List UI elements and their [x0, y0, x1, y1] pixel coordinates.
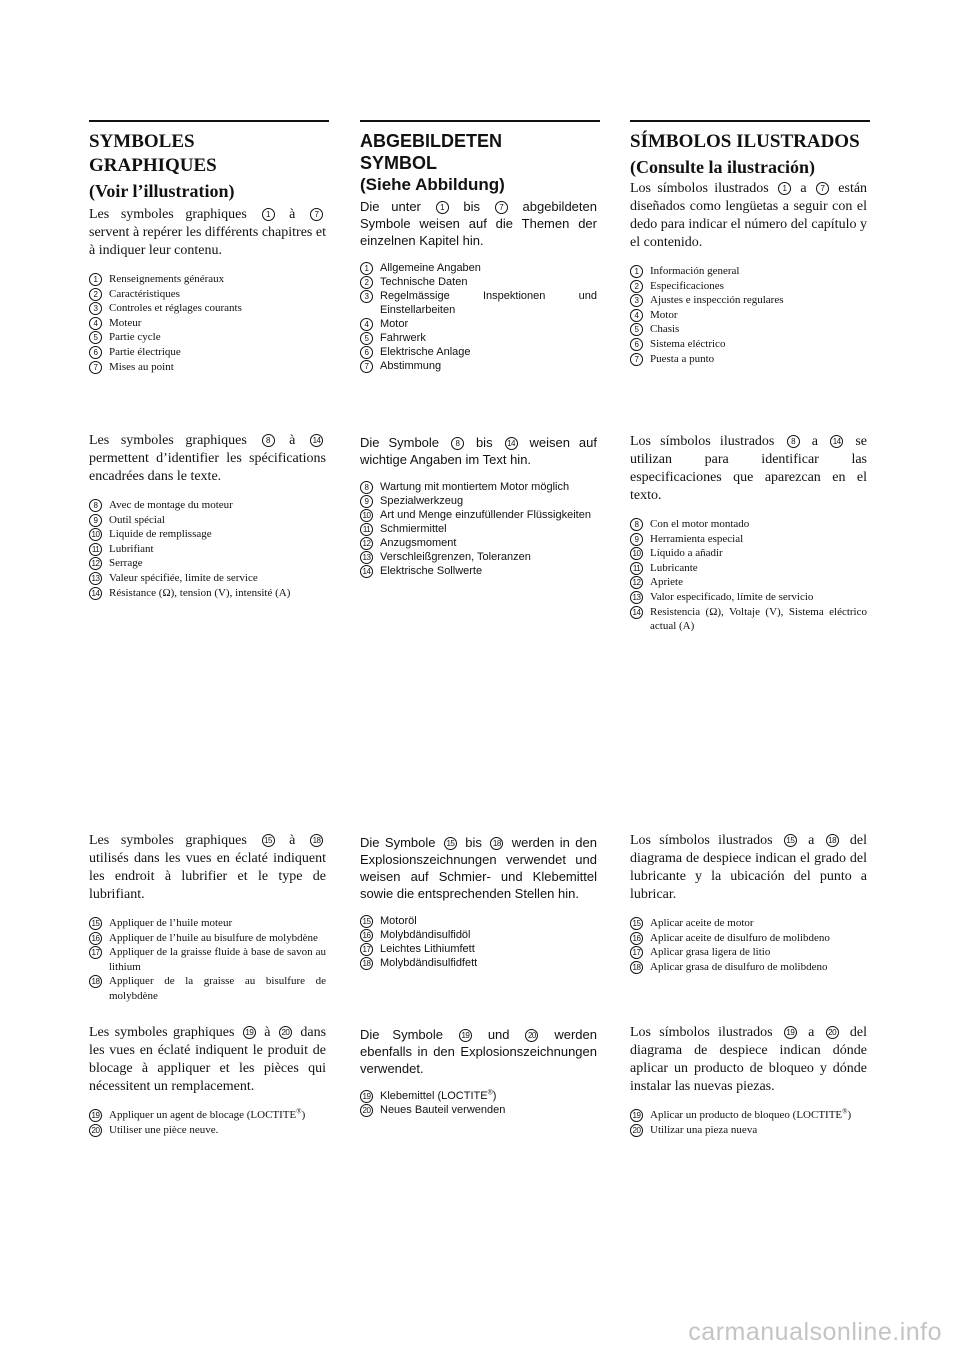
symbol-number-icon: 4 [630, 309, 643, 322]
list-item [630, 517, 867, 532]
list-item [89, 1123, 326, 1138]
symbol-number-icon: 18 [310, 834, 323, 847]
symbol-list [630, 1108, 867, 1137]
de-title: ABGEBILDETEN SYMBOL [360, 131, 503, 173]
symbol-number-icon: 5 [360, 332, 373, 345]
list-item-text: Art und Menge einzufüllender Flüssigkeiten [380, 509, 591, 521]
symbol-number-icon: 12 [630, 576, 643, 589]
list-item-text: Chasis [650, 323, 680, 336]
symbol-number-icon: 12 [360, 537, 373, 550]
list-item [360, 345, 597, 359]
symbol-number-icon: 14 [89, 587, 102, 600]
intro-text: abgebildeten Symbole weisen auf die Themen der einzelnen Kapitel hin. [360, 199, 597, 248]
symbol-number-icon: 15 [630, 917, 643, 930]
registered-mark: ® [842, 1107, 848, 1116]
symbol-number-icon: 15 [444, 837, 457, 850]
list-item-text: Leichtes Lithiumfett [380, 943, 475, 955]
list-item-text: Anzugsmoment [380, 537, 457, 549]
symbol-number-icon: 1 [89, 273, 102, 286]
symbol-number-icon: 8 [360, 481, 373, 494]
section-intro [630, 180, 867, 252]
intro-text: servent à repérer les différents chapitres et à indiquer leur contenu. [89, 225, 326, 258]
symbol-number-icon: 19 [784, 1026, 797, 1039]
list-item [89, 571, 326, 586]
symbol-number-icon: 8 [630, 518, 643, 531]
symbol-number-icon: 11 [630, 562, 643, 575]
list-item [89, 916, 326, 931]
section-intro [89, 832, 326, 904]
list-item [89, 301, 326, 316]
list-item-text: Motor [380, 318, 409, 330]
symbol-number-icon: 17 [360, 943, 373, 956]
list-item-text: Herramienta especial [650, 532, 744, 545]
de-section-1 [360, 198, 597, 373]
intro-text: Les symboles graphiques [89, 833, 247, 848]
intro-text: a [808, 1025, 815, 1040]
de-section-2 [360, 434, 597, 578]
list-item [360, 564, 597, 578]
symbol-number-icon: 19 [243, 1026, 256, 1039]
list-item-suffix: ) [301, 1109, 306, 1121]
symbol-number-icon: 1 [630, 265, 643, 278]
list-item-text: Lubrifiant [109, 542, 154, 555]
symbol-list [89, 498, 326, 600]
symbol-number-icon: 6 [630, 338, 643, 351]
list-item-text: Resistencia (Ω), Voltaje (V), Sistema eléctrico actual (A) [650, 605, 867, 633]
list-item-text: Serrage [109, 557, 143, 570]
list-item-text: Aplicar grasa de disulfuro de molibdeno [650, 960, 828, 973]
list-item-text: Partie cycle [109, 331, 161, 344]
intro-text: bis [465, 835, 482, 850]
intro-text: del diagrama de despiece indican el grado del lubricante y la ubicación del punto a lubricar. [630, 833, 868, 902]
symbol-number-icon: 15 [360, 915, 373, 928]
list-item [630, 590, 867, 605]
list-item-text: Appliquer de l’huile au bisulfure de molybdène [109, 931, 318, 944]
list-item-text: Technische Daten [380, 276, 468, 288]
list-item [89, 330, 326, 345]
list-item-text: Elektrische Sollwerte [380, 565, 483, 577]
list-item [360, 536, 597, 550]
intro-text: Les symboles graphiques [89, 433, 247, 448]
section-intro [360, 834, 597, 902]
section-intro [360, 1026, 597, 1077]
intro-text: Les symboles graphiques [89, 1025, 235, 1040]
intro-text: están diseñados como lengüetas a seguir con el dedo para indicar el número del capítulo y el contenido. [630, 181, 868, 250]
intro-text: permettent d’identifier les spécifications encadrées dans le texte. [89, 451, 326, 484]
symbol-number-icon: 20 [89, 1124, 102, 1137]
symbol-number-icon: 9 [630, 533, 643, 546]
symbol-number-icon: 8 [262, 434, 275, 447]
symbol-number-icon: 18 [490, 837, 503, 850]
es-subtitle: (Consulte la ilustración) [630, 157, 816, 177]
fr-section-1 [89, 206, 326, 374]
list-item-text: Apriete [650, 576, 683, 589]
intro-text: à [289, 207, 296, 222]
list-item [89, 586, 326, 601]
rule-de [360, 120, 600, 122]
list-item [630, 532, 867, 547]
es-heading [630, 130, 870, 180]
list-item-text: Utilizar una pieza nueva [650, 1123, 758, 1136]
fr-subtitle: (Voir l’illustration) [89, 181, 235, 201]
list-item-text: Wartung mit montiertem Motor möglich [380, 481, 570, 493]
symbol-number-icon: 1 [436, 201, 449, 214]
section-intro [89, 1024, 326, 1096]
list-item [360, 275, 597, 289]
list-item-text: Verschleißgrenzen, Toleranzen [380, 551, 531, 563]
es-section-1 [630, 180, 867, 366]
intro-text: bis [463, 199, 481, 214]
list-item-text: Allgemeine Angaben [380, 262, 481, 274]
list-item-text: Abstimmung [380, 360, 442, 372]
list-item [360, 508, 597, 522]
intro-text: Los símbolos ilustrados [630, 1025, 773, 1040]
list-item [89, 974, 326, 1003]
intro-text: Die Symbole [360, 835, 436, 850]
list-item-text: Outil spécial [109, 513, 165, 526]
registered-mark: ® [487, 1089, 493, 1097]
list-item [89, 272, 326, 287]
es-title: SÍMBOLOS ILUSTRADOS [630, 131, 860, 152]
symbol-number-icon: 9 [360, 495, 373, 508]
symbol-number-icon: 8 [451, 437, 464, 450]
intro-text: a [800, 181, 807, 196]
list-item-text: Molybdändisulfidöl [380, 929, 471, 941]
list-item [630, 1108, 867, 1123]
es-section-4 [630, 1024, 867, 1137]
symbol-number-icon: 20 [826, 1026, 839, 1039]
list-item-text: Regelmässige Inspektionen und Einstellarbeiten [380, 290, 597, 316]
list-item [89, 360, 326, 375]
list-item-text: Partie électrique [109, 345, 181, 358]
list-item-text: Molybdändisulfidfett [380, 957, 478, 969]
symbol-number-icon: 2 [89, 288, 102, 301]
symbol-number-icon: 13 [630, 591, 643, 604]
list-item-text: Especificaciones [650, 279, 724, 292]
list-item [630, 605, 867, 634]
symbol-number-icon: 2 [360, 276, 373, 289]
de-subtitle: (Siehe Abbildung) [360, 175, 505, 194]
list-item [360, 331, 597, 345]
symbol-number-icon: 13 [89, 572, 102, 585]
list-item-text: Lubricante [650, 561, 698, 574]
symbol-number-icon: 14 [505, 437, 518, 450]
list-item-text: Utiliser une pièce neuve. [109, 1123, 219, 1136]
symbol-number-icon: 17 [630, 946, 643, 959]
symbol-number-icon: 20 [360, 1104, 373, 1117]
list-item [89, 945, 326, 974]
symbol-number-icon: 5 [630, 323, 643, 336]
symbol-number-icon: 4 [89, 317, 102, 330]
intro-text: utilisés dans les vues en éclaté indiquent les endroit à lubrifier et le type de lubrifiant. [89, 851, 326, 902]
de-section-4 [360, 1026, 597, 1117]
symbol-number-icon: 3 [630, 294, 643, 307]
intro-text: werden in den Explosionszeichnungen verwendet und weisen auf Schmier- und Klebemittel sowie die entsprechenden Stellen hin. [360, 835, 597, 901]
list-item-suffix: ) [492, 1090, 497, 1102]
symbol-number-icon: 1 [778, 182, 791, 195]
symbol-list [360, 261, 597, 373]
symbol-number-icon: 7 [816, 182, 829, 195]
fr-section-4 [89, 1024, 326, 1137]
symbol-number-icon: 15 [784, 834, 797, 847]
list-item [89, 527, 326, 542]
symbol-number-icon: 7 [360, 360, 373, 373]
list-item [630, 546, 867, 561]
es-section-2 [630, 433, 867, 634]
symbol-number-icon: 11 [89, 543, 102, 556]
symbol-number-icon: 3 [360, 290, 373, 303]
symbol-list [89, 1108, 326, 1137]
list-item-text: Aplicar un producto de bloqueo (LOCTITE [650, 1109, 843, 1121]
list-item [89, 1108, 326, 1123]
list-item [89, 931, 326, 946]
symbol-number-icon: 1 [360, 262, 373, 275]
list-item [630, 264, 867, 279]
list-item [630, 308, 867, 323]
symbol-number-icon: 7 [89, 361, 102, 374]
list-item [360, 261, 597, 275]
intro-text: bis [475, 435, 493, 450]
list-item [630, 352, 867, 367]
list-item [89, 542, 326, 557]
list-item-text: Información general [650, 265, 740, 277]
list-item [360, 480, 597, 494]
symbol-number-icon: 6 [89, 346, 102, 359]
section-intro [630, 1024, 867, 1096]
symbol-number-icon: 16 [89, 932, 102, 945]
list-item [89, 345, 326, 360]
intro-text: à [264, 1025, 271, 1040]
intro-text: Die unter [360, 199, 421, 214]
intro-text: à [289, 833, 296, 848]
list-item-text: Schmiermittel [380, 523, 447, 535]
symbol-list [630, 517, 867, 634]
intro-text: a [811, 434, 818, 449]
list-item [89, 316, 326, 331]
list-item-text: Spezialwerkzeug [380, 495, 464, 507]
list-item [630, 960, 867, 975]
list-item [630, 322, 867, 337]
symbol-number-icon: 20 [630, 1124, 643, 1137]
list-item-text: Caractéristiques [109, 287, 180, 300]
list-item [630, 931, 867, 946]
list-item [360, 928, 597, 942]
list-item-text: Valor especificado, límite de servicio [650, 590, 814, 603]
list-item-suffix: ) [847, 1109, 852, 1121]
registered-mark: ® [296, 1107, 302, 1116]
list-item [630, 293, 867, 308]
symbol-number-icon: 11 [360, 523, 373, 536]
list-item-text: Elektrische Anlage [380, 346, 471, 358]
intro-text: weisen auf wichtige Angaben im Text hin. [360, 435, 597, 467]
symbol-number-icon: 19 [630, 1109, 643, 1122]
symbol-number-icon: 6 [360, 346, 373, 359]
list-item-text: Appliquer un agent de blocage (LOCTITE [109, 1109, 297, 1121]
symbol-number-icon: 3 [89, 302, 102, 315]
list-item-text: Aplicar aceite de motor [650, 917, 754, 929]
intro-text: del diagrama de despiece indican dónde aplicar un producto de bloqueo y dónde instalar las nuevas piezas. [630, 1025, 868, 1094]
list-item [360, 522, 597, 536]
list-item [89, 287, 326, 302]
list-item-text: Líquido a añadir [650, 547, 723, 560]
list-item [360, 956, 597, 970]
intro-text: Die Symbole [360, 1027, 443, 1042]
intro-text: Los símbolos ilustrados [630, 434, 775, 449]
list-item [630, 916, 867, 931]
intro-text: Die Symbole [360, 435, 440, 450]
list-item-text: Valeur spécifiée, limite de service [109, 571, 258, 584]
fr-title: SYMBOLES GRAPHIQUES [89, 131, 217, 176]
symbol-number-icon: 15 [89, 917, 102, 930]
list-item [630, 337, 867, 352]
symbol-number-icon: 19 [459, 1029, 472, 1042]
symbol-number-icon: 17 [89, 946, 102, 959]
list-item-text: Sistema eléctrico [650, 337, 726, 350]
list-item-text: Motoröl [380, 915, 417, 927]
symbol-list [360, 480, 597, 578]
symbol-number-icon: 7 [310, 208, 323, 221]
symbol-number-icon: 10 [360, 509, 373, 522]
fr-section-3 [89, 832, 326, 1004]
section-intro [89, 432, 326, 486]
list-item-text: Fahrwerk [380, 332, 426, 344]
section-intro [89, 206, 326, 260]
list-item-text: Appliquer de l’huile moteur [109, 917, 233, 929]
symbol-number-icon: 5 [89, 331, 102, 344]
list-item [360, 494, 597, 508]
symbol-number-icon: 2 [630, 280, 643, 293]
symbol-list [89, 272, 326, 374]
list-item-text: Liquide de remplissage [109, 528, 212, 541]
symbol-number-icon: 18 [826, 834, 839, 847]
list-item [360, 550, 597, 564]
symbol-number-icon: 14 [630, 606, 643, 619]
symbol-number-icon: 20 [279, 1026, 292, 1039]
symbol-number-icon: 14 [830, 435, 843, 448]
list-item-text: Ajustes e inspección regulares [650, 294, 784, 307]
intro-text: und [487, 1027, 510, 1042]
rule-es [630, 120, 870, 122]
list-item [630, 561, 867, 576]
list-item [630, 279, 867, 294]
list-item [360, 1103, 597, 1117]
list-item-text: Puesta a punto [650, 352, 715, 365]
list-item [630, 575, 867, 590]
symbol-number-icon: 13 [360, 551, 373, 564]
intro-text: werden ebenfalls in den Explosionszeichnungen verwendet. [360, 1027, 597, 1076]
symbol-list [360, 1089, 597, 1117]
intro-text: a [808, 833, 815, 848]
rule-fr [89, 120, 329, 122]
symbol-number-icon: 14 [310, 434, 323, 447]
section-intro [630, 433, 867, 505]
section-intro [360, 198, 597, 249]
list-item-text: Klebemittel (LOCTITE [380, 1090, 488, 1102]
intro-text: dans les vues en éclaté indiquent le produit de blocage à appliquer et les pièces qui nécessitent un remplacement. [89, 1025, 327, 1094]
list-item [360, 359, 597, 373]
intro-text: Los símbolos ilustrados [630, 181, 769, 196]
symbol-number-icon: 1 [262, 208, 275, 221]
list-item [360, 914, 597, 928]
fr-heading [89, 130, 326, 204]
symbol-number-icon: 19 [360, 1090, 373, 1103]
symbol-number-icon: 12 [89, 557, 102, 570]
list-item [360, 317, 597, 331]
de-section-3 [360, 834, 597, 970]
list-item-text: Neues Bauteil verwenden [380, 1104, 506, 1116]
symbol-number-icon: 9 [89, 514, 102, 527]
list-item-text: Aplicar grasa ligera de litio [650, 946, 771, 959]
intro-text: à [289, 433, 296, 448]
list-item-text: Mises au point [109, 360, 174, 373]
symbol-number-icon: 8 [89, 499, 102, 512]
list-item-text: Renseignements généraux [109, 273, 225, 285]
list-item [360, 289, 597, 317]
symbol-number-icon: 18 [89, 975, 102, 988]
list-item-text: Résistance (Ω), tension (V), intensité (A) [109, 586, 291, 599]
list-item [89, 556, 326, 571]
symbol-number-icon: 18 [360, 957, 373, 970]
symbol-list [630, 916, 867, 974]
list-item [89, 498, 326, 513]
list-item-text: Motor [650, 308, 678, 321]
symbol-number-icon: 18 [630, 961, 643, 974]
list-item [89, 513, 326, 528]
symbol-number-icon: 7 [495, 201, 508, 214]
section-intro [630, 832, 867, 904]
list-item [630, 1123, 867, 1138]
fr-section-2 [89, 432, 326, 600]
symbol-number-icon: 19 [89, 1109, 102, 1122]
symbol-number-icon: 7 [630, 353, 643, 366]
symbol-number-icon: 4 [360, 318, 373, 331]
list-item-text: Aplicar aceite de disulfuro de molibdeno [650, 931, 830, 944]
symbol-number-icon: 14 [360, 565, 373, 578]
list-item [360, 1089, 597, 1103]
de-heading [360, 130, 597, 196]
symbol-list [89, 916, 326, 1004]
list-item-text: Controles et réglages courants [109, 302, 242, 315]
symbol-number-icon: 10 [89, 528, 102, 541]
symbol-number-icon: 16 [630, 932, 643, 945]
list-item [360, 942, 597, 956]
list-item-text: Moteur [109, 316, 142, 329]
section-intro [360, 434, 597, 468]
symbol-number-icon: 15 [262, 834, 275, 847]
symbol-number-icon: 8 [787, 435, 800, 448]
symbol-list [360, 914, 597, 970]
intro-text: Les symboles graphiques [89, 207, 247, 222]
list-item-text: Con el motor montado [650, 518, 750, 530]
symbol-number-icon: 10 [630, 547, 643, 560]
watermark: carmanualsonline.info [688, 1318, 942, 1346]
symbol-number-icon: 16 [360, 929, 373, 942]
symbol-number-icon: 20 [525, 1029, 538, 1042]
list-item-text: Appliquer de la graisse fluide à base de savon au lithium [109, 946, 326, 973]
list-item-text: Appliquer de la graisse au bisulfure de molybdène [109, 975, 326, 1002]
list-item-text: Avec de montage du moteur [109, 499, 233, 511]
intro-text: Los símbolos ilustrados [630, 833, 773, 848]
es-section-3 [630, 832, 867, 974]
intro-text: se utilizan para identificar las especificaciones que aparezcan en el texto. [630, 434, 868, 503]
list-item [630, 945, 867, 960]
symbol-list [630, 264, 867, 366]
